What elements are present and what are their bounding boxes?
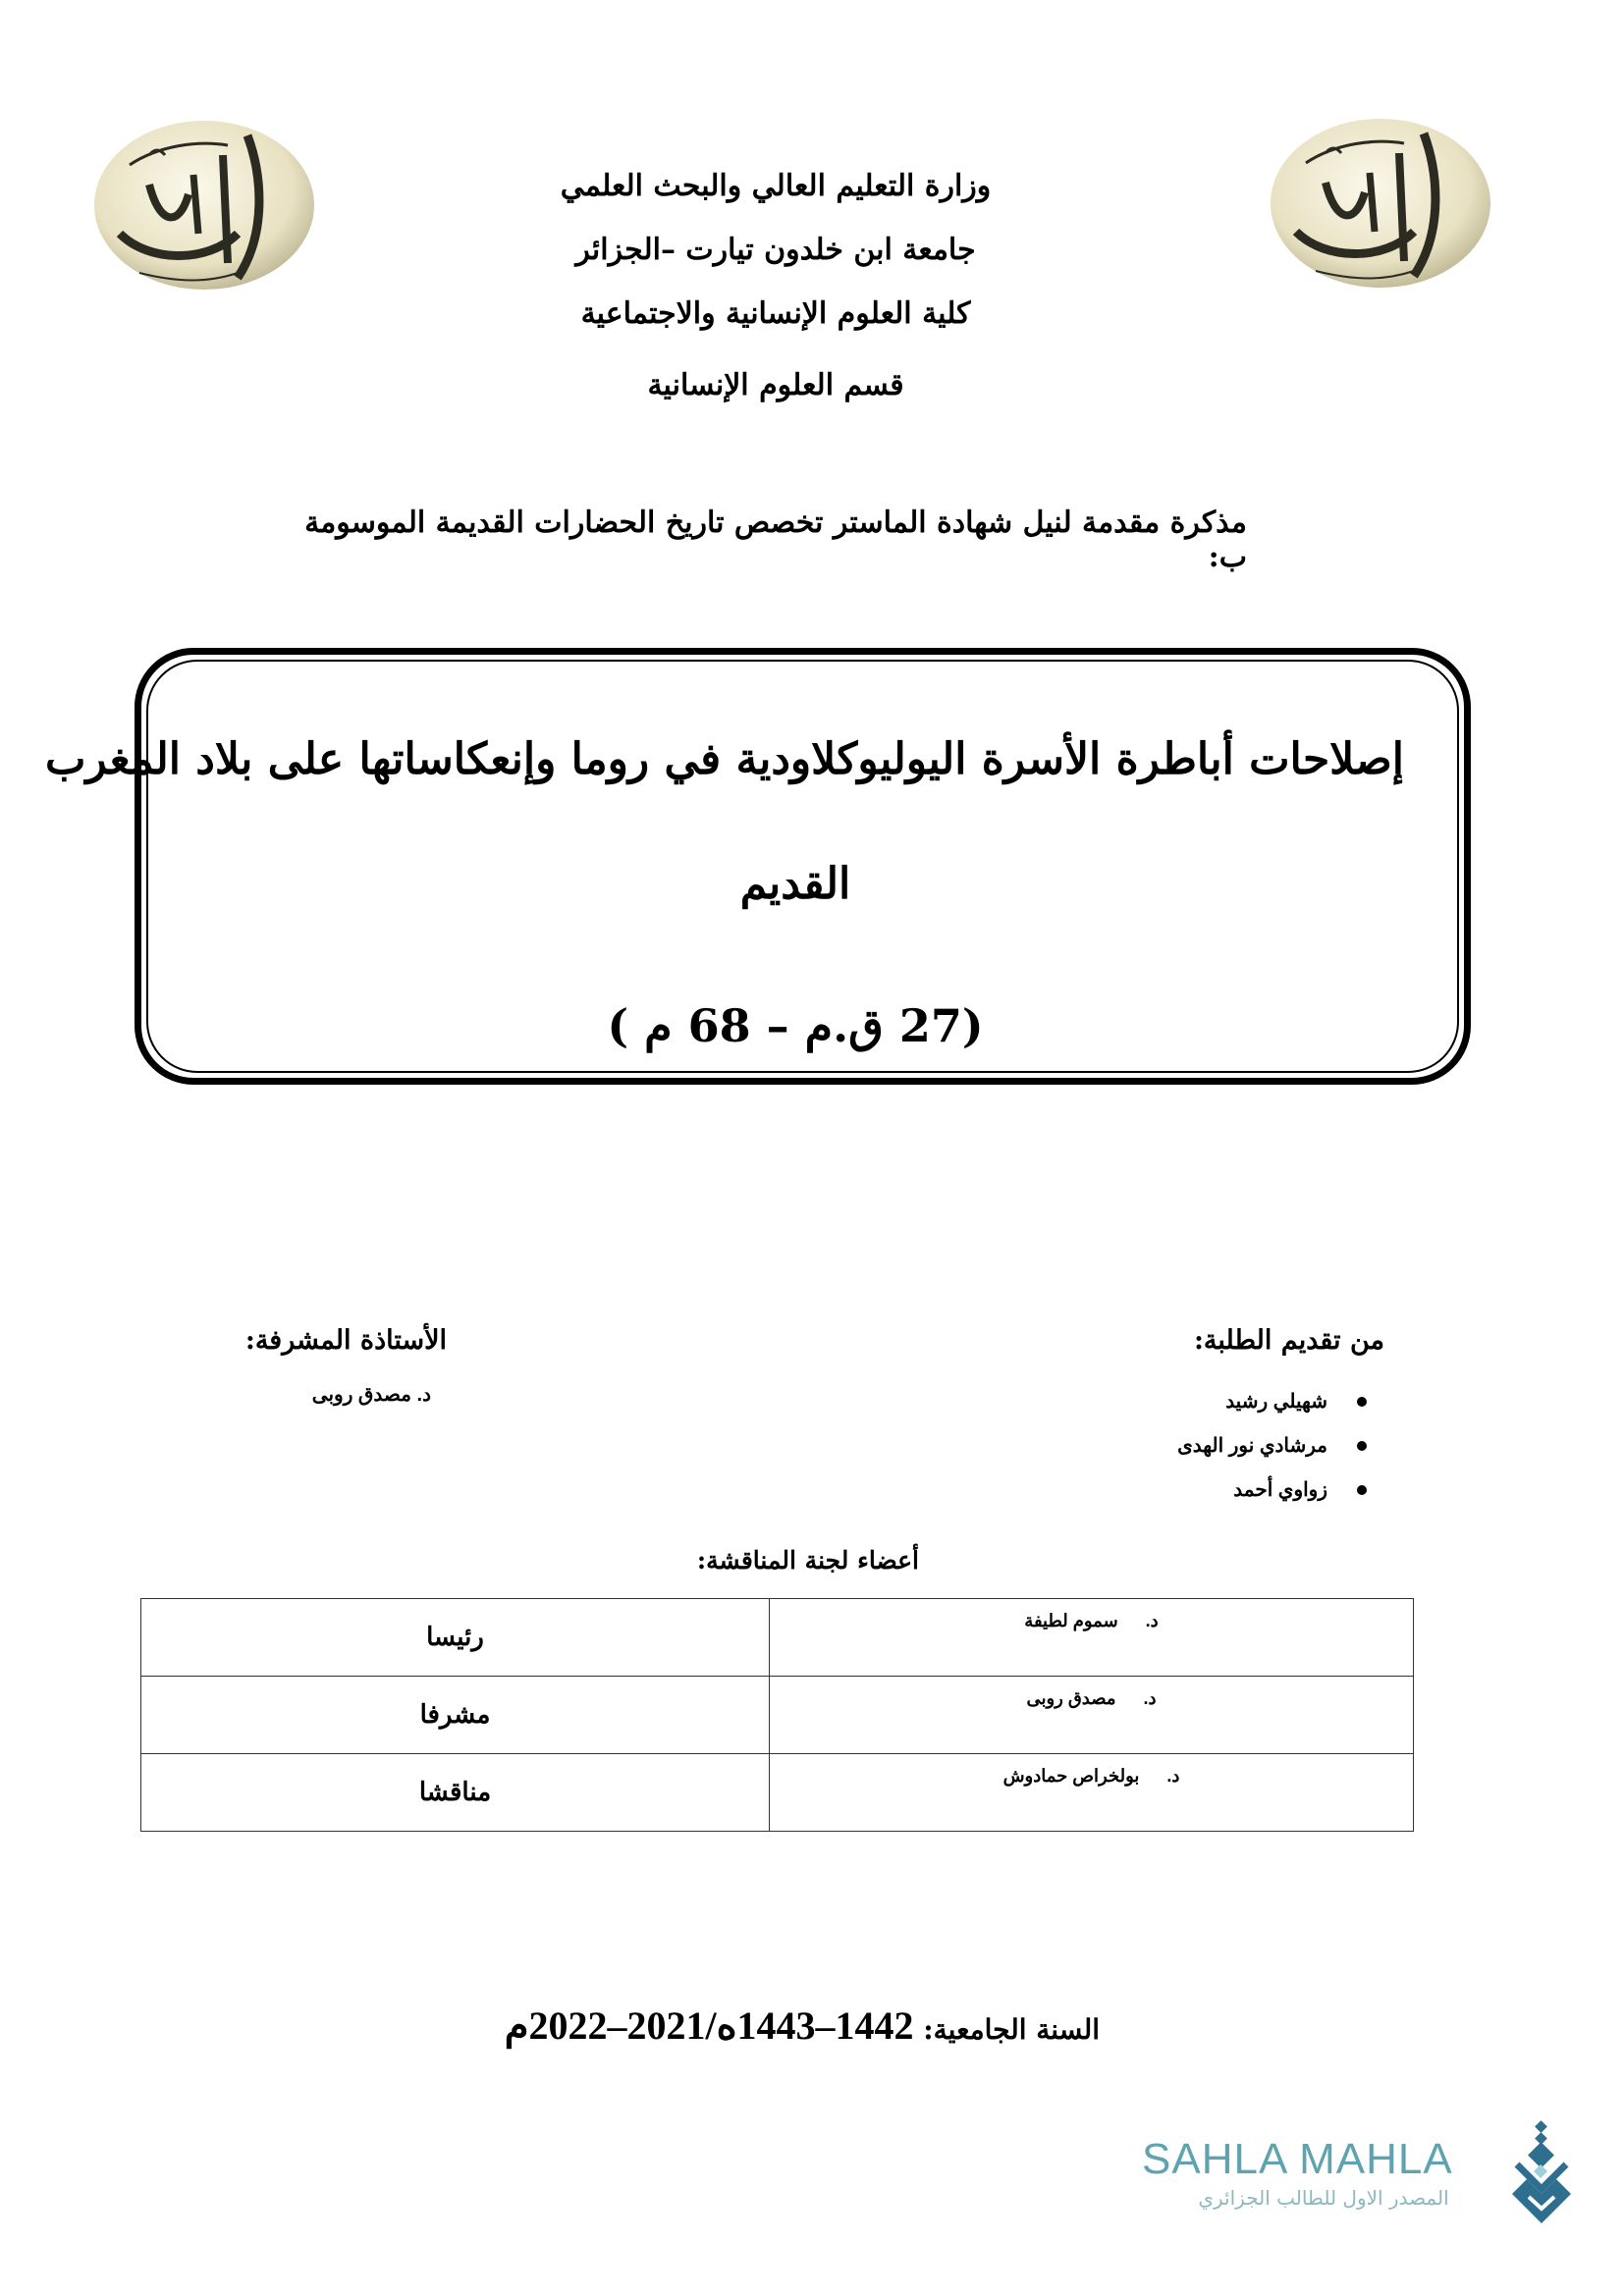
university-logo-left [90,116,318,294]
academic-year-label: السنة الجامعية: [923,2013,1100,2046]
bullet-icon [1357,1397,1367,1407]
watermark-brand: SAHLA MAHLA [1142,2135,1453,2183]
academic-year-value: 1442–1443ه/2021–2022م [504,2003,914,2048]
bullet-icon [1357,1441,1367,1451]
department-name: قسم العلوم الإنسانية [647,368,904,402]
member-role: مشرفا [141,1677,770,1754]
thesis-title-line-2: القديم [739,859,851,909]
student-name: شهيلي رشيد [1225,1391,1327,1413]
table-row [141,1677,1414,1754]
university-logo-right [1267,114,1494,293]
students-list [1177,1379,1367,1512]
supervisor-heading: الأستاذة المشرفة: [244,1325,447,1356]
member-cell [770,1599,1414,1677]
supervisor-name: د. مصدق روبى [311,1384,431,1406]
thesis-title-line-1: إصلاحات أباطرة الأسرة اليوليوكلاودية في روما وإنعكاساتها على بلاد المغرب [44,734,1404,784]
member-name: مصدق روبى [1026,1688,1116,1708]
member-cell [770,1754,1414,1832]
ibn-khaldoun-emblem-icon [90,116,318,294]
title-prefix: د. [1145,1611,1159,1630]
list-item [1177,1379,1367,1423]
academic-year [373,2002,1100,2049]
university-name: جامعة ابن خلدون تيارت –الجزائر [575,233,976,267]
thesis-title-period: (27 ق.م – 68 م ) [607,999,984,1052]
member-name: بولخراص حمادوش [1002,1766,1140,1786]
student-name: مرشادي نور الهدى [1177,1435,1327,1457]
committee-table [140,1598,1414,1832]
member-name: سموم لطيفة [1024,1611,1118,1630]
ministry-name: وزارة التعليم العالي والبحث العلمي [560,169,992,203]
table-row [141,1754,1414,1832]
member-cell [770,1677,1414,1754]
sahla-mahla-watermark [1134,2135,1546,2258]
student-name: زواوي أحمد [1233,1479,1327,1501]
students-heading: من تقديم الطلبة: [1193,1325,1384,1356]
committee-heading: أعضاء لجنة المناقشة: [696,1546,919,1575]
list-item [1177,1423,1367,1468]
member-role: مناقشا [141,1754,770,1832]
member-role: رئيسا [141,1599,770,1677]
ibn-khaldoun-emblem-icon [1267,114,1494,293]
thesis-subtitle: مذكرة مقدمة لنيل شهادة الماستر تخصص تاريخ الحضارات القديمة الموسومة ب: [304,506,1247,574]
list-item [1177,1468,1367,1512]
table-row [141,1599,1414,1677]
faculty-name: كلية العلوم الإنسانية والاجتماعية [580,296,971,331]
sahla-mahla-emblem-icon [1507,2120,1576,2228]
title-prefix: د. [1143,1688,1157,1708]
watermark-tagline: المصدر الاول للطالب الجزائري [1198,2186,1449,2210]
title-prefix: د. [1166,1766,1180,1786]
bullet-icon [1357,1485,1367,1495]
